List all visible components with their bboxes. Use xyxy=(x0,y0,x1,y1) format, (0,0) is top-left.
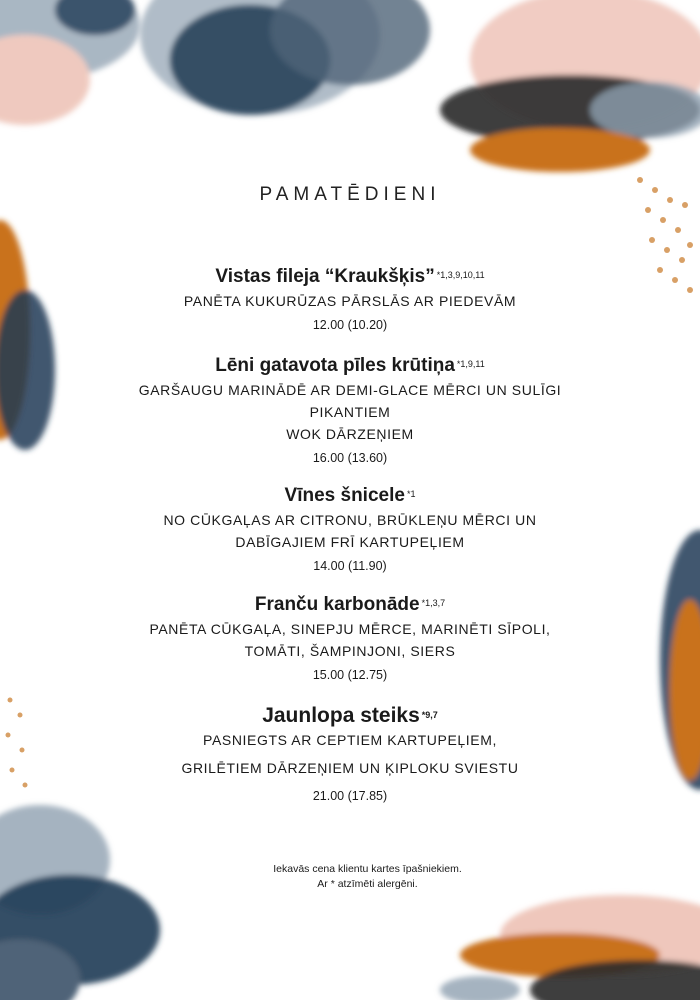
dish-description: PANĒTA KUKURŪZAS PĀRSLĀS AR PIEDEVĀM xyxy=(183,293,517,309)
dish-item xyxy=(120,482,580,574)
footer-allergen-note: Ar * atzīmēti alergēni. xyxy=(317,878,418,890)
dish-description: PANĒTA CŪKGAĻA, SINEPJU MĒRCE, MARINĒTI SĪPOLI, xyxy=(149,621,551,637)
dish-title xyxy=(120,703,580,728)
dish-title xyxy=(150,263,550,289)
footer-price-note: Iekavās cena klientu kartes īpašniekiem. xyxy=(273,863,462,875)
dish-name: Vīnes šnicele xyxy=(284,485,405,506)
dish-price: 12.00 (10.20) xyxy=(312,318,388,332)
dish-title xyxy=(120,482,580,508)
dish-title xyxy=(120,591,580,617)
dish-item xyxy=(120,352,580,466)
dish-description: NO CŪKGAĻAS AR CITRONU, BRŪKLEŅU MĒRCI UN xyxy=(163,512,537,528)
section-heading: PAMATĒDIENI xyxy=(259,184,441,205)
allergen-codes: *1 xyxy=(406,489,416,499)
allergen-codes: *9,7 xyxy=(421,710,438,720)
dish-price: 16.00 (13.60) xyxy=(312,451,388,465)
dish-price: 14.00 (11.90) xyxy=(313,559,387,573)
dish-description: WOK DĀRZEŅIEM xyxy=(286,426,414,442)
dish-description: GRILĒTIEM DĀRZEŅIEM UN ĶIPLOKU SVIESTU xyxy=(181,760,519,776)
dish-item xyxy=(120,591,580,683)
allergen-codes: *1,3,7 xyxy=(421,598,446,608)
dish-name: Lēni gatavota pīles krūtiņa xyxy=(215,355,455,376)
dish-description: TOMĀTI, ŠAMPINJONI, SIERS xyxy=(244,643,456,659)
allergen-codes: *1,3,9,10,11 xyxy=(436,270,485,280)
dish-item xyxy=(120,703,580,804)
dish-name: Vistas fileja “Kraukšķis” xyxy=(215,266,435,287)
dish-description: DABĪGAJIEM FRĪ KARTUPEĻIEM xyxy=(235,534,465,550)
dish-price: 21.00 (17.85) xyxy=(312,789,388,803)
dish-name: Jaunlopa steiks xyxy=(262,704,420,727)
dish-item xyxy=(150,263,550,333)
dish-title xyxy=(120,352,580,378)
dish-name: Franču karbonāde xyxy=(254,594,420,615)
footer-note xyxy=(0,862,700,892)
allergen-codes: *1,9,11 xyxy=(456,359,485,369)
dish-description: PIKANTIEM xyxy=(309,404,391,420)
dish-description: PASNIEGTS AR CEPTIEM KARTUPEĻIEM, xyxy=(203,732,497,748)
dish-description: GARŠAUGU MARINĀDĒ AR DEMI-GLACE MĒRCI UN SULĪGI xyxy=(138,382,562,398)
dish-price: 15.00 (12.75) xyxy=(312,668,388,682)
